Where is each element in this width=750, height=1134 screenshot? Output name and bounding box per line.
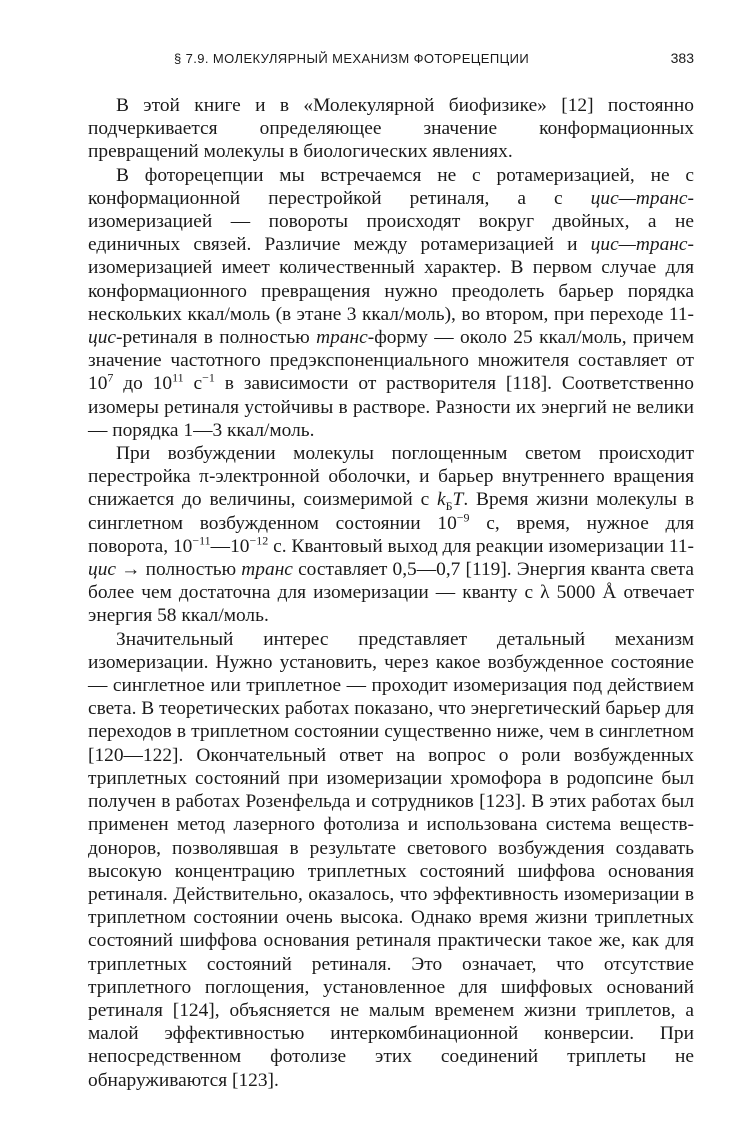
superscript: 7 [107, 370, 114, 385]
book-page [88, 50, 694, 1092]
italic-text: цис [88, 559, 116, 581]
text-run: в зависимости от растворителя [118]. Соответственно изомеры ретиналя устойчивы в растворе. Разности их энергий не велики — порядка 1—3 ккал/моль. [88, 373, 694, 441]
superscript: −12 [249, 533, 269, 548]
text-run: -форму — около 25 ккал/моль, причем значение частотного предэкспоненциального множителя составляет от 10 [88, 327, 694, 395]
section-title: § 7.9. МОЛЕКУЛЯРНЫЙ МЕХАНИЗМ ФОТОРЕЦЕПЦИИ [174, 51, 530, 66]
text-run: с [183, 373, 203, 395]
text-run: В этой книге и в «Молекулярной биофизике» [12] постоянно подчеркивается определяющее значение конформационных превращений молекулы в биологических явлениях. [88, 95, 694, 163]
superscript: −11 [192, 533, 211, 548]
text-run: . Время жизни молекулы в синглетном возбужденном состоянии 10 [88, 489, 694, 534]
paragraph [88, 164, 694, 442]
text-run: составляет 0,5—0,7 [119]. Энергия кванта света более чем достаточна для изомеризации — кванту с λ 5000 Å отвечает энергия 58 ккал/моль. [88, 559, 694, 627]
text-run: с, время, нужное для поворота, 10 [88, 512, 694, 557]
superscript: −1 [202, 370, 215, 385]
page-number: 383 [670, 50, 694, 66]
paragraph [88, 628, 694, 1092]
text-run: При возбуждении молекулы поглощенным светом происходит перестройка π-электронной оболочки, и барьер внутреннего вращения снижается до величины, соизмеримой с [88, 443, 694, 511]
italic-text: цис—транс [590, 234, 688, 256]
superscript: −9 [456, 510, 470, 525]
text-run: с. Квантовый выход для реакции изомеризации 11- [268, 535, 694, 557]
text-run: В фоторецепции мы встречаемся не с ротамеризацией, не с конформационной перестройкой ретиналя, а с [88, 164, 694, 209]
body-text [88, 94, 694, 1092]
text-run: Значительный интерес представляет детальный механизм изомеризации. Нужно установить, через какое возбужденное состояние — синглетное или триплетное — проходит изомеризация под действием света. В теоретических работах показано, что энергетический барьер для переходов в триплетном состоянии существенно ниже, чем в синглетном [120—122]. Окончательный ответ на вопрос о роли возбужденных триплетных состояний при изомеризации хромофора в родопсине был получен в работах Розенфельда и сотрудников [123]. В этих работах был применен метод лазерного фотолиза и использована система веществ-доноров, позволявшая в результате светового возбуждения создавать высокую концентрацию триплетных состояний шиффова основания ретиналя. Действительно, оказалось, что эффективность изомеризации в триплетном состоянии очень высока. Однако время жизни триплетных состояний шиффова основания ретиналя практически такое же, как для триплетных состояний ретиналя. Это означает, что отсутствие триплетного поглощения, установленное для шиффовых оснований ретиналя [124], объясняется не малым временем жизни триплетов, а малой эффективностью интеркомбинационной конверсии. При непосредственном фотолизе этих соединений триплеты не обнаруживаются [123]. [88, 628, 694, 1091]
italic-text: цис—транс [590, 187, 688, 209]
italic-text: цис [88, 327, 116, 349]
text-run: —10 [210, 535, 250, 557]
text-run: -изомеризацией имеет количественный характер. В первом случае для конформационного превращения нужно преодолеть барьер порядка нескольких ккал/моль (в этане 3 ккал/моль), во втором, при переходе 11- [88, 234, 694, 325]
text-run: до 10 [113, 373, 173, 395]
italic-text: транс [316, 327, 368, 349]
running-header [88, 50, 694, 78]
paragraph [88, 442, 694, 628]
italic-text: T [452, 489, 464, 511]
text-run: → полностью [116, 559, 242, 581]
paragraph [88, 94, 694, 164]
italic-text: транс [241, 559, 293, 581]
text-run: -ретиналя в полностью [116, 327, 317, 349]
subscript: Б [445, 499, 453, 514]
text-run: -изомеризацией — повороты происходят вокруг двойных, а не единичных связей. Различие между ротамеризацией и [88, 187, 694, 256]
superscript: 11 [172, 370, 184, 385]
italic-text: k [437, 489, 446, 511]
